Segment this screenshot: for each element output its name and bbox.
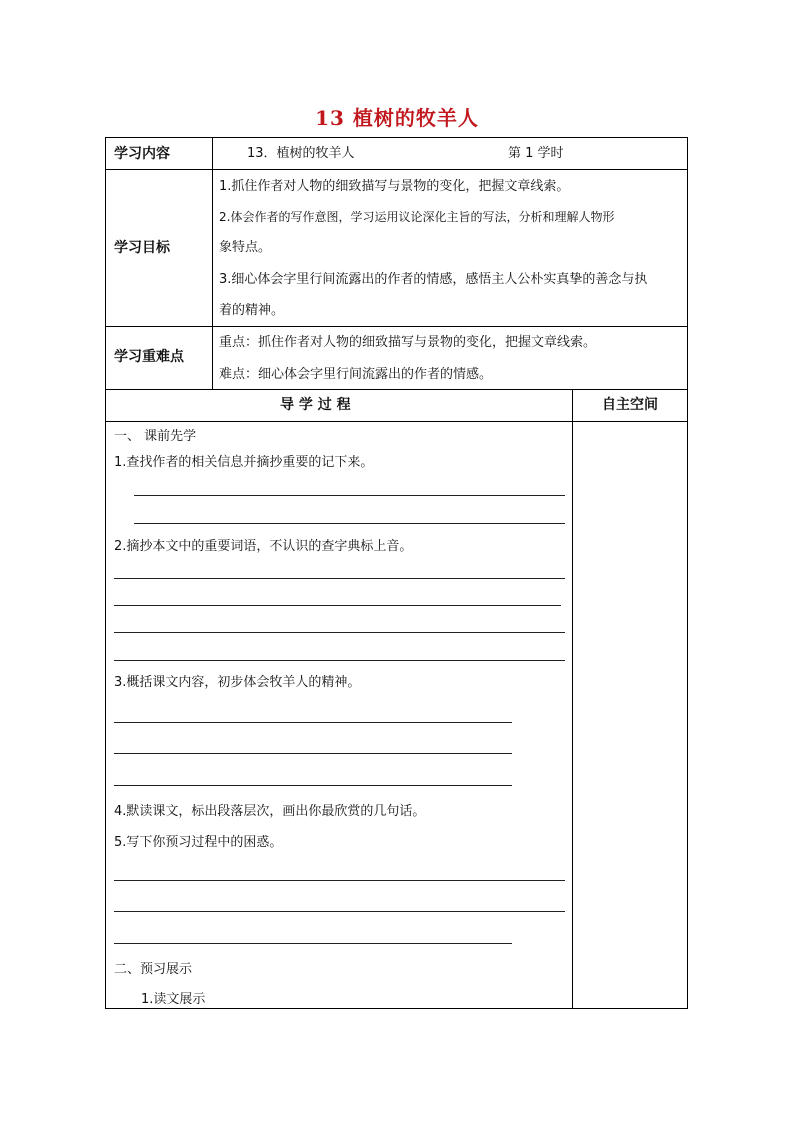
section-1-heading: 一、 课前先学 (114, 429, 197, 444)
answer-line (114, 722, 512, 723)
space-column-divider (572, 389, 573, 1009)
goal-2-line-2: 象特点。 (219, 240, 272, 255)
goals-label: 学习目标 (114, 240, 170, 256)
answer-line (114, 605, 561, 606)
goal-1: 1.抓住作者对人物的细致描写与景物的变化，把握文章线索。 (219, 179, 570, 194)
answer-line (114, 911, 565, 912)
answer-line (114, 785, 512, 786)
answer-line (114, 880, 565, 881)
hard-point: 难点：细心体会字里行间流露出的作者的情感。 (219, 367, 493, 382)
answer-line (134, 495, 565, 496)
answer-line (114, 753, 512, 754)
section-2-heading: 二、预习展示 (114, 962, 193, 977)
question-2: 2.摘抄本文中的重要词语，不认识的查字典标上音。 (114, 539, 413, 554)
key-point: 重点：抓住作者对人物的细致描写与景物的变化，把握文章线索。 (219, 335, 597, 350)
answer-line (114, 660, 565, 661)
answer-line (134, 523, 565, 524)
table-divider (105, 421, 688, 422)
worksheet-table (105, 137, 688, 1009)
answer-line (114, 578, 565, 579)
question-4: 4.默读课文，标出段落层次，画出你最欣赏的几句话。 (114, 804, 426, 819)
label-column-divider (212, 137, 213, 389)
table-divider (105, 169, 688, 170)
process-header: 导 学 过 程 (280, 397, 351, 413)
content-value: 13．植树的牧羊人 (247, 146, 355, 161)
goal-2-line-1: 2.体会作者的写作意图，学习运用议论深化主旨的写法，分析和理解人物形 (219, 210, 615, 224)
table-divider (105, 389, 688, 390)
question-1: 1.查找作者的相关信息并摘抄重要的记下来。 (114, 455, 374, 470)
goal-3-line-1: 3.细心体会字里行间流露出的作者的情感，感悟主人公朴实真挚的善念与执 (219, 272, 648, 287)
space-header: 自主空间 (602, 397, 658, 413)
section-2-item-1: 1.读文展示 (141, 992, 206, 1007)
document-title: 13 植树的牧羊人 (315, 106, 479, 130)
question-3: 3.概括课文内容，初步体会牧羊人的精神。 (114, 675, 361, 690)
table-divider (105, 326, 688, 327)
content-label: 学习内容 (114, 146, 170, 162)
answer-line (114, 632, 565, 633)
lesson-hour: 第 1 学时 (508, 146, 564, 161)
difficulty-label: 学习重难点 (114, 349, 184, 365)
answer-line (114, 943, 512, 944)
goal-3-line-2: 着的精神。 (219, 303, 285, 318)
question-5: 5.写下你预习过程中的困惑。 (114, 835, 283, 850)
